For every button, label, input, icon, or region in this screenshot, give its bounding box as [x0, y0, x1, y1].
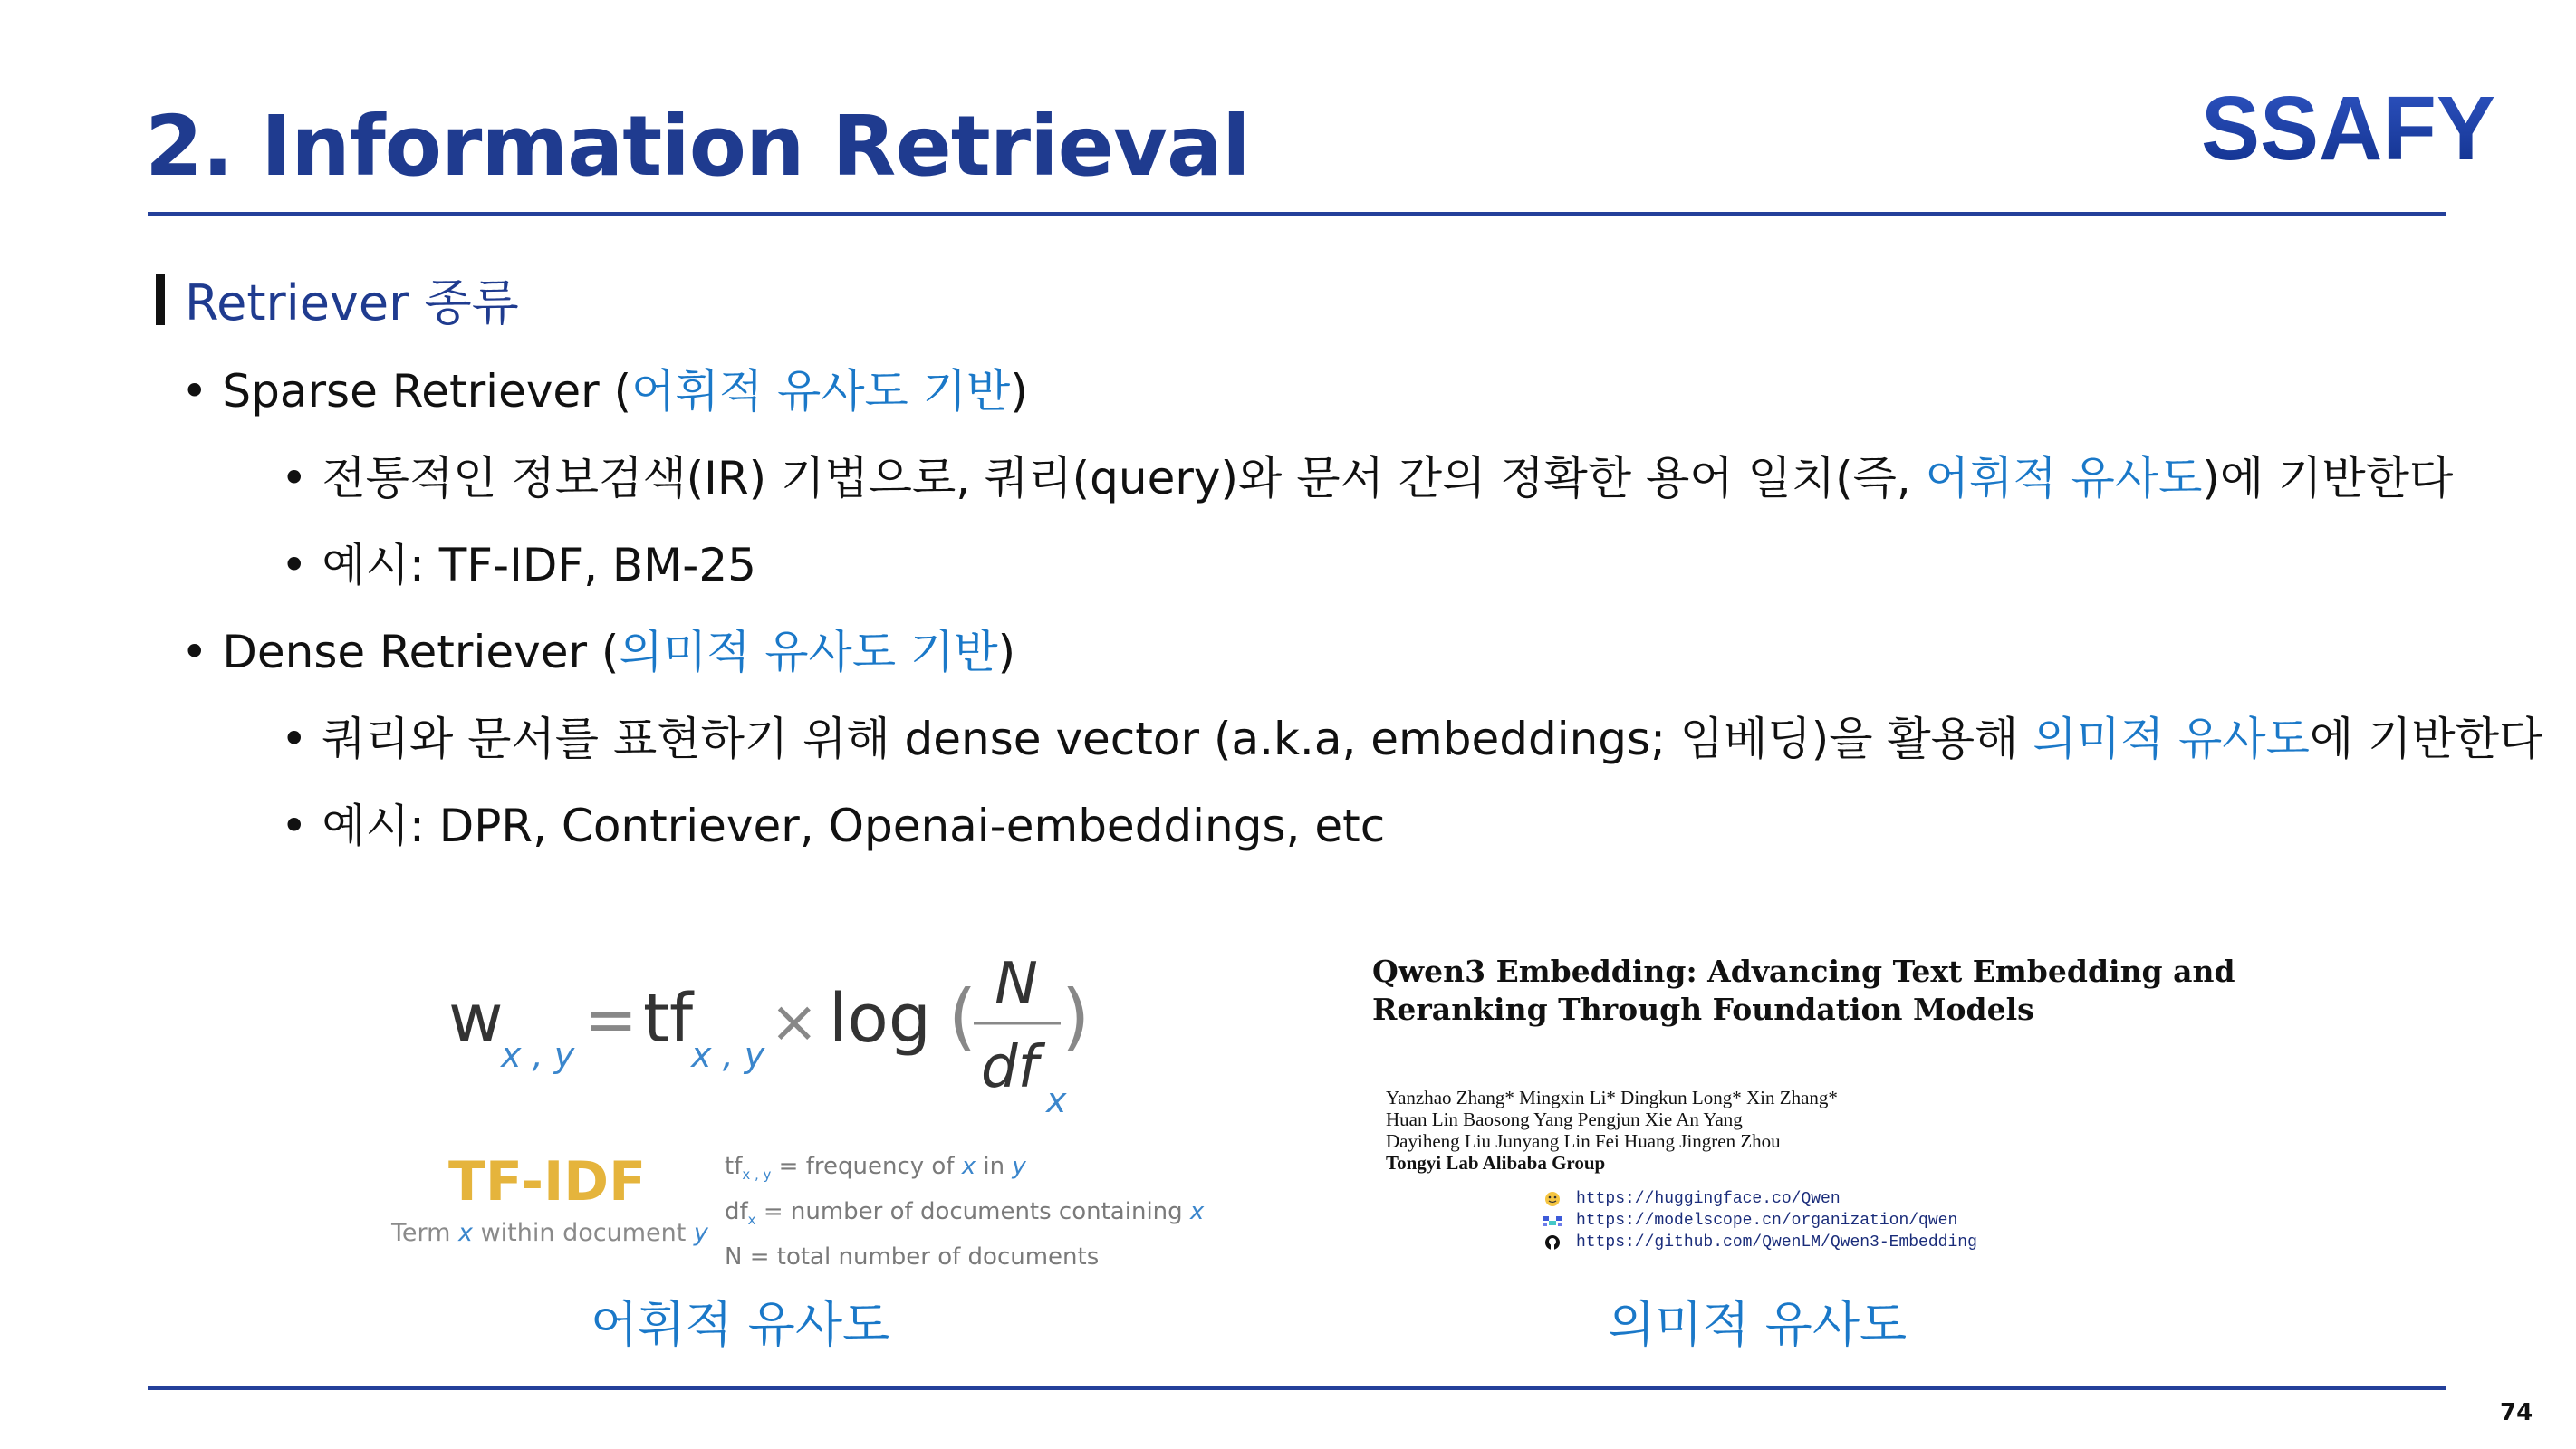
link-url[interactable]: https://huggingface.co/Qwen — [1576, 1190, 1841, 1208]
desc-highlight: 의미적 유사도 — [2033, 713, 2310, 765]
formula-rparen: ) — [1062, 974, 1091, 1059]
tfidf-definitions — [725, 1148, 1204, 1276]
link-github[interactable] — [1540, 1232, 1977, 1253]
tfidf-term-caption — [391, 1219, 708, 1247]
link-modelscope[interactable] — [1540, 1210, 1977, 1232]
formula-w-sub: x , y — [501, 1035, 575, 1075]
desc-text-end: )에 기반한다 — [2202, 452, 2454, 504]
caption-lexical: 어휘적 유사도 — [591, 1296, 890, 1353]
bullet-dense-example: • 예시: DPR, Contriever, Openai-embeddings, etc — [281, 800, 1386, 852]
desc-highlight: 어휘적 유사도 — [1925, 452, 2203, 504]
section-heading — [156, 264, 519, 334]
formula-tf: tf — [643, 980, 694, 1058]
bullet-close: ) — [997, 626, 1016, 678]
bullet-highlight: 어휘적 유사도 기반 — [631, 365, 1011, 417]
tfidf-formula — [448, 951, 1119, 1132]
bullet-close: ) — [1010, 365, 1028, 417]
bullet-label: • Dense Retriever ( — [181, 626, 620, 678]
bullet-highlight: 의미적 유사도 기반 — [619, 626, 998, 678]
paper-title-line: Qwen3 Embedding: Advancing Text Embedding and — [1372, 954, 2235, 989]
desc-text: • 쿼리와 문서를 표현하기 위해 dense vector (a.k.a, embeddings; 임베딩)을 활용해 — [281, 713, 2033, 765]
formula-w: w — [448, 980, 504, 1058]
github-icon — [1540, 1233, 1565, 1252]
paper-affiliation: Tongyi Lab Alibaba Group — [1386, 1152, 1606, 1174]
def-text: = frequency of — [771, 1153, 962, 1180]
def-x: x — [1189, 1198, 1205, 1226]
formula-numerator: N — [995, 951, 1038, 1018]
formula-log: log — [829, 980, 931, 1058]
def-df — [725, 1194, 1204, 1239]
formula-denominator: df — [981, 1034, 1039, 1101]
footer-divider — [148, 1386, 2446, 1390]
def-n: N = total number of documents — [725, 1243, 1100, 1271]
page-number: 74 — [2500, 1399, 2533, 1426]
term-text: within document — [473, 1219, 694, 1247]
formula-lparen: ( — [948, 974, 977, 1059]
bullet-label: • Sparse Retriever ( — [181, 365, 632, 417]
term-text: Term — [391, 1219, 459, 1247]
def-sub: x — [747, 1212, 756, 1229]
formula-den-sub: x — [1046, 1080, 1067, 1120]
bullet-sparse-example: • 예시: TF-IDF, BM-25 — [281, 539, 756, 591]
formula-eq: = — [584, 983, 638, 1057]
paper-title-line: Reranking Through Foundation Models — [1372, 992, 2034, 1027]
formula-tf-sub: x , y — [691, 1035, 765, 1075]
logo-text: SSAFY — [2201, 83, 2495, 170]
modelscope-icon — [1540, 1212, 1565, 1230]
link-url[interactable]: https://modelscope.cn/organization/qwen — [1576, 1212, 1958, 1230]
desc-text: • 전통적인 정보검색(IR) 기법으로, 쿼리(query)와 문서 간의 정확한 용어 일치(즉, — [281, 452, 1926, 504]
paper-title — [1372, 953, 2235, 1029]
header-divider — [148, 212, 2446, 216]
section-marker — [156, 274, 165, 325]
link-huggingface[interactable] — [1540, 1188, 1977, 1210]
section-heading-text: Retriever 종류 — [185, 274, 519, 331]
def-label: tf — [725, 1153, 743, 1180]
def-text: = number of documents containing — [755, 1198, 1190, 1226]
bullet-sparse-retriever — [181, 355, 1028, 420]
bullet-dense-desc — [281, 703, 2542, 768]
tfidf-title: TF-IDF — [448, 1150, 647, 1214]
authors-line: Huan Lin Baosong Yang Pengjun Xie An Yang — [1386, 1108, 1743, 1130]
def-tf — [725, 1148, 1204, 1194]
authors-line: Dayiheng Liu Junyang Lin Fei Huang Jingren Zhou — [1386, 1130, 1781, 1152]
def-x: x — [961, 1153, 976, 1180]
paper-links — [1540, 1188, 1977, 1253]
bullet-sparse-desc — [281, 442, 2453, 507]
term-x: x — [458, 1219, 474, 1247]
paper-authors — [1386, 1087, 1838, 1174]
page-title: 2. Information Retrieval — [145, 98, 1250, 195]
formula-times: × — [770, 989, 819, 1056]
def-y: y — [1012, 1153, 1026, 1180]
ssafy-logo — [2201, 83, 2500, 170]
def-text: in — [976, 1153, 1013, 1180]
bullet-dense-retriever — [181, 616, 1015, 681]
def-sub: x , y — [742, 1166, 772, 1184]
desc-text-end: 에 기반한다 — [2309, 713, 2543, 765]
link-url[interactable]: https://github.com/QwenLM/Qwen3-Embedding — [1576, 1233, 1977, 1252]
caption-semantic: 의미적 유사도 — [1608, 1296, 1908, 1353]
def-label: df — [725, 1198, 748, 1226]
term-y: y — [693, 1219, 708, 1247]
huggingface-icon — [1540, 1190, 1565, 1208]
authors-line: Yanzhao Zhang* Mingxin Li* Dingkun Long* Xin Zhang* — [1386, 1087, 1838, 1108]
